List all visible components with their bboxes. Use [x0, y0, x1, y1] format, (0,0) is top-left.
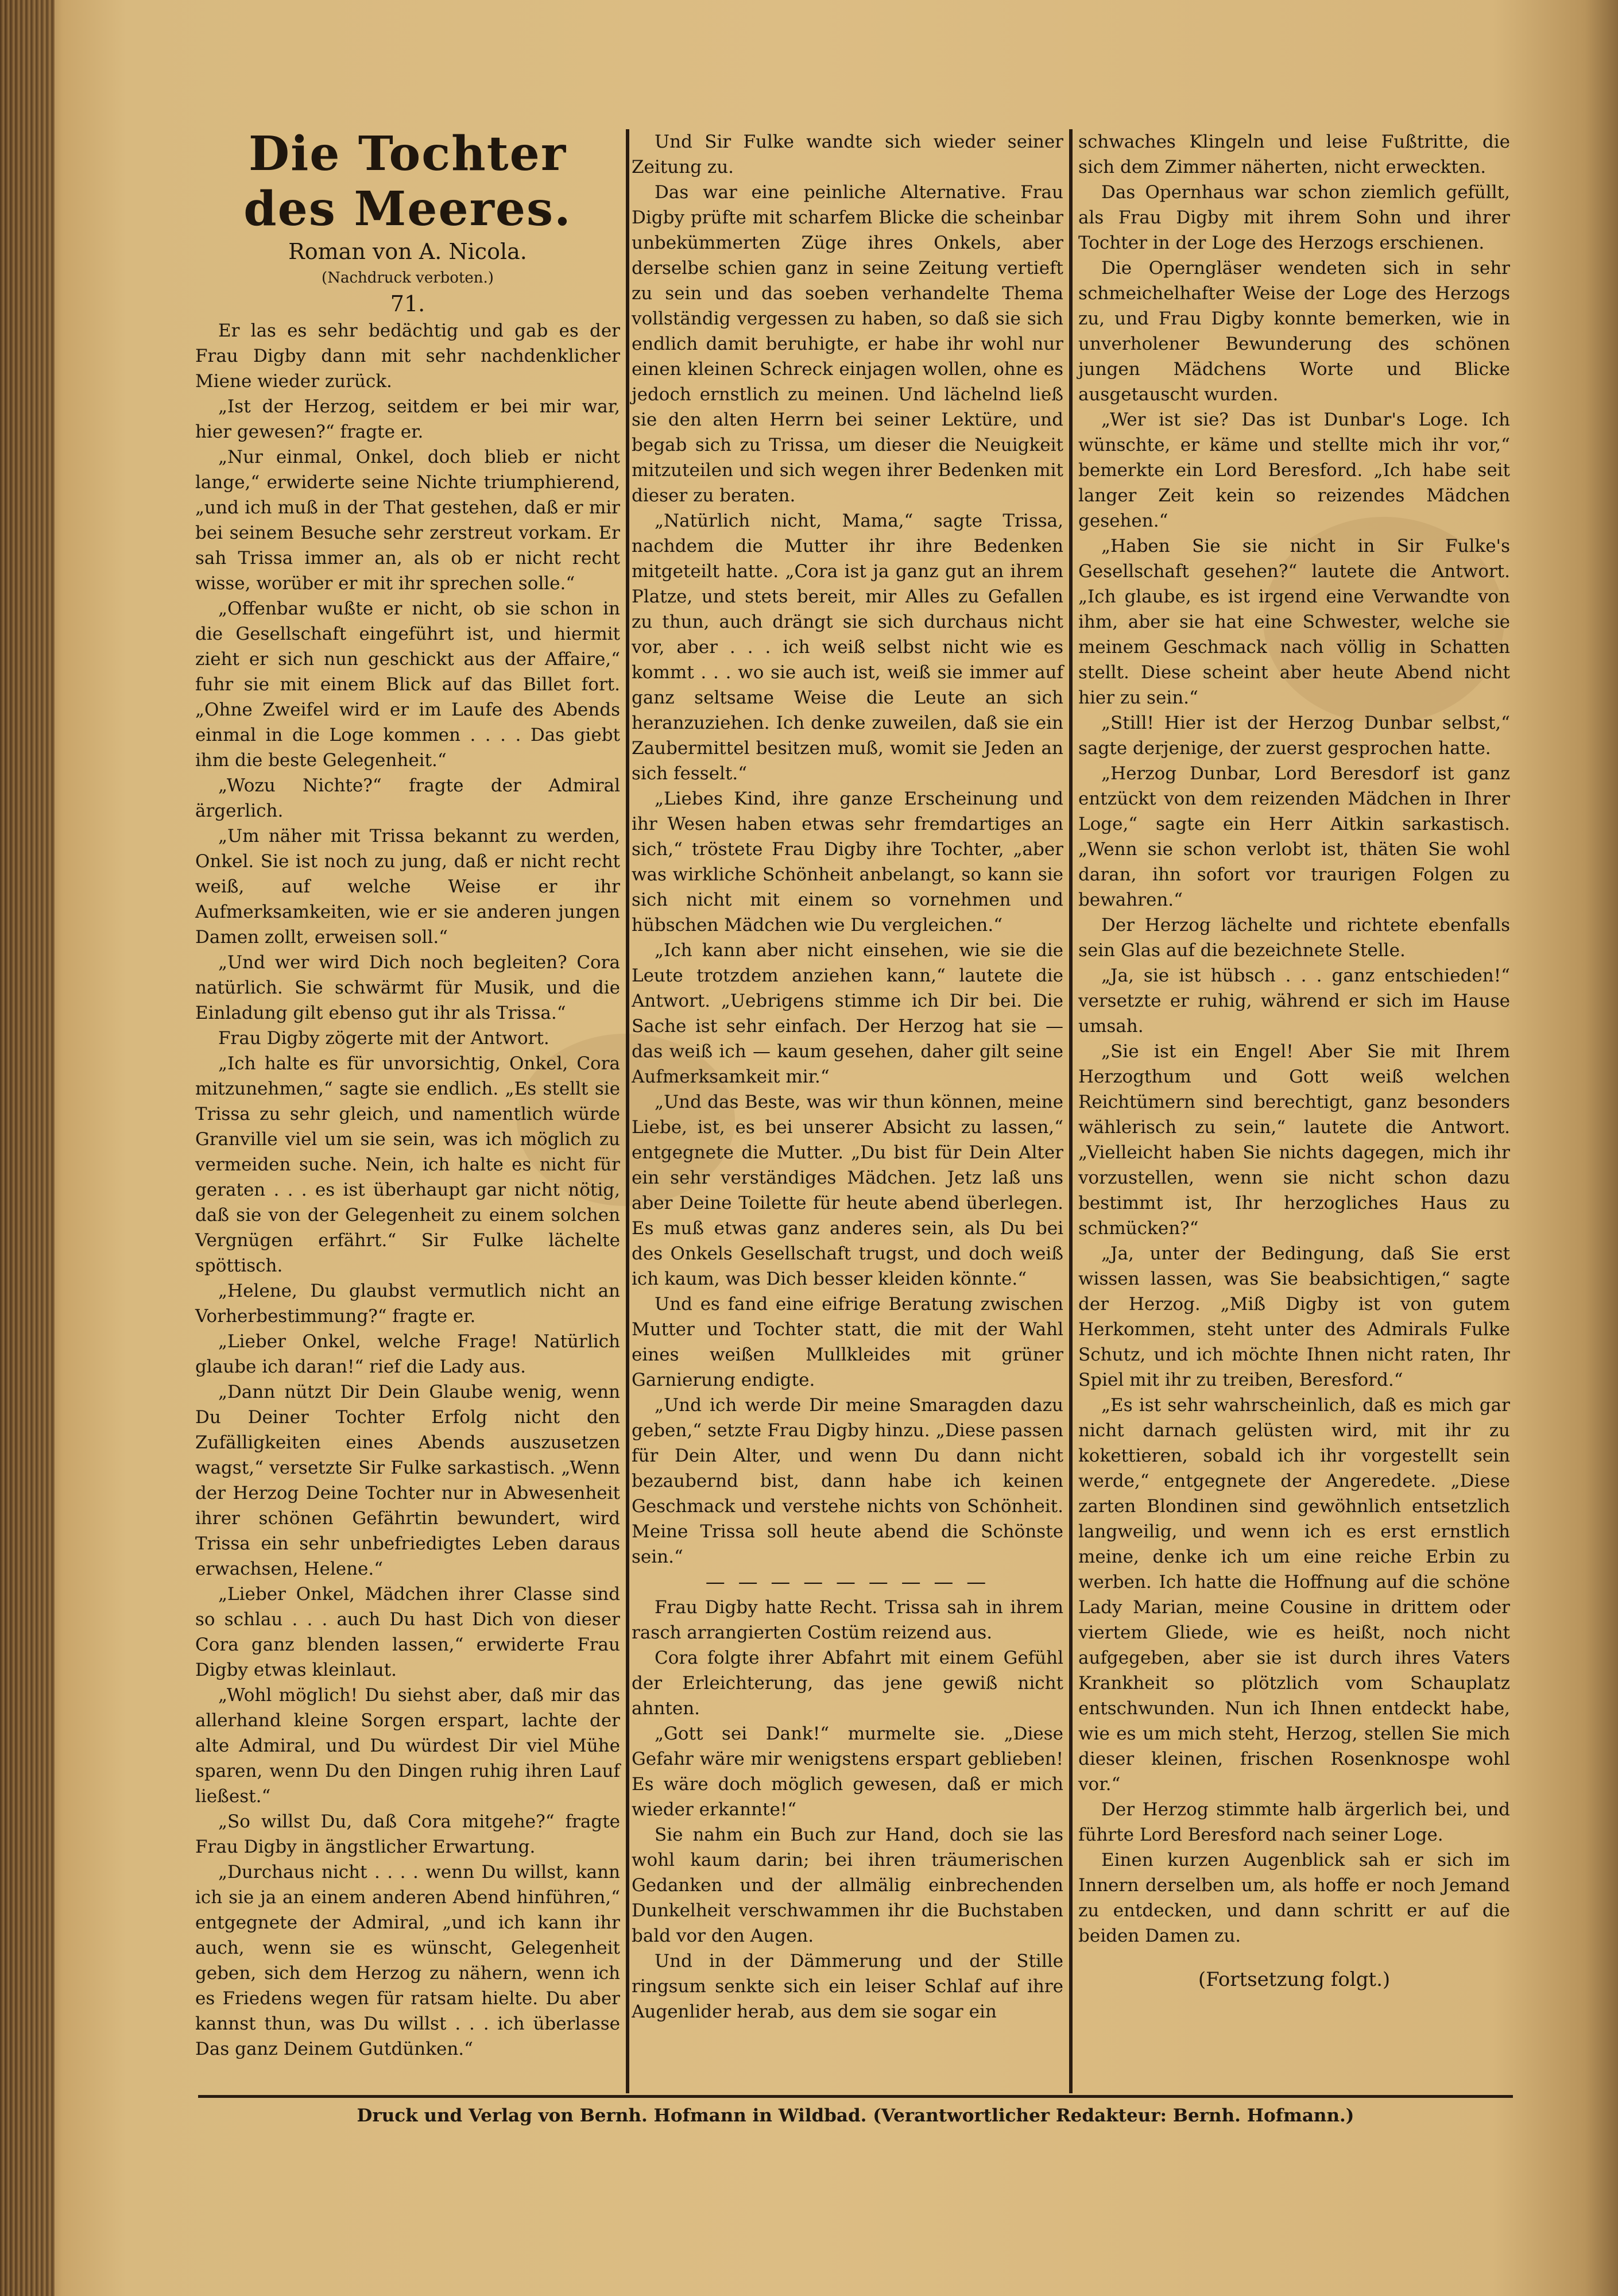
paragraph: Das Opernhaus war schon ziemlich gefüllt, als Frau Digby mit ihrem Sohn und ihrer Tochter in der Loge des Herzogs erschienen.	[1078, 182, 1510, 253]
paragraph: Und es fand eine eifrige Beratung zwischen Mutter und Tochter statt, die mit der Wahl eines weißen Mullkleides mit grüner Garnierung endigte.	[632, 1294, 1063, 1390]
paragraph: „So willst Du, daß Cora mitgehe?“ fragte Frau Digby in ängstlicher Erwartung.	[195, 1811, 620, 1857]
paragraph: Sie nahm ein Buch zur Hand, doch sie las wohl kaum darin; bei ihren träumerischen Gedanken und der allmälig einbrechenden Dunkelheit verschwammen ihr die Buchstaben bald vor den Augen.	[632, 1825, 1063, 1946]
publisher-imprint: Druck und Verlag von Bernh. Hofmann in Wildbad. (Verantwortlicher Redakteur: Bernh. Hofmann.)	[357, 2105, 1354, 2126]
paragraph: „Wozu Nichte?“ fragte der Admiral ärgerlich.	[195, 775, 620, 821]
continued-notice: (Fortsetzung folgt.)	[1198, 1968, 1391, 1991]
paragraph: „Wer ist sie? Das ist Dunbar's Loge. Ich wünschte, er käme und stellte mich ihr vor,“ bemerkte ein Lord Beresford. „Ich habe seit langer Zeit kein so reizendes Mädchen gesehen.“	[1078, 409, 1510, 531]
paragraph: Und in der Dämmerung und der Stille ringsum senkte sich ein leiser Schlaf auf ihre Augenlider herab, aus dem sie sogar ein	[632, 1951, 1063, 2022]
paragraph: „Gott sei Dank!“ murmelte sie. „Diese Gefahr wäre mir wenigstens erspart geblieben! Es wäre doch möglich gewesen, daß er mich wieder erkannte!“	[632, 1723, 1063, 1820]
paragraph: schwaches Klingeln und leise Fußtritte, die sich dem Zimmer näherten, nicht erweckten.	[1078, 132, 1510, 177]
column-1	[195, 126, 620, 2062]
paragraph: „Ja, sie ist hübsch . . . ganz entschieden!“ versetzte er ruhig, während er sich im Hause umsah.	[1078, 965, 1510, 1037]
column-3	[1078, 129, 1510, 1993]
paragraph: „Und das Beste, was wir thun können, meine Liebe, ist, es bei unserer Absicht zu lassen,“ entgegnete die Mutter. „Du bist für Dein Alter ein sehr verständiges Mädchen. Jetz laß uns aber Deine Toilette für heute abend überlegen. Es muß etwas ganz anderes sein, als Du bei des Onkels Gesellschaft trugst, und doch weiß ich kaum, was Dich besser kleiden könnte.“	[632, 1092, 1063, 1289]
article-title: Die Tochter des Meeres.	[243, 126, 572, 237]
paragraph: Der Herzog lächelte und richtete ebenfalls sein Glas auf die bezeichnete Stelle.	[1078, 915, 1510, 961]
book-binding-edge	[0, 0, 55, 2296]
paragraph: „Ich kann aber nicht einsehen, wie sie die Leute trotzdem anziehen kann,“ lautete die Antwort. „Uebrigens stimme ich Dir bei. Die Sache ist sehr einfach. Der Herzog hat sie — das weiß ich — kaum gesehen, daher gilt seine Aufmerksamkeit mir.“	[632, 940, 1063, 1087]
article-byline: Roman von A. Nicola.	[288, 239, 527, 264]
paragraph: „Es ist sehr wahrscheinlich, daß es mich gar nicht darnach gelüsten wird, mit ihr zu kokettieren, sobald ich ihr vorgestellt sein werde,“ entgegnete der Angeredete. „Diese zarten Blondinen sind gewöhnlich entsetzlich langweilig, und wenn ich es erst ernstlich meine, denke ich um eine reiche Erbin zu werben. Ich hatte die Hoffnung auf die schöne Lady Marian, meine Cousine in drittem oder viertem Gliede, wie es heißt, noch nicht aufgegeben, aber sie ist durch ihres Vaters Krankheit so plötzlich vom Schauplatz entschwunden. Nun ich Ihnen entdeckt habe, wie es um mich steht, Herzog, stellen Sie mich dieser kleinen, frischen Rosenknospe wohl vor.“	[1078, 1395, 1510, 1795]
column-rule	[1069, 129, 1073, 2093]
column-rule	[626, 129, 629, 2093]
footer-rule	[198, 2095, 1513, 2098]
paragraph: „Ich halte es für unvorsichtig, Onkel, Cora mitzunehmen,“ sagte sie endlich. „Es stellt sie Trissa zu sehr gleich, und namentlich würde Granville viel um sie sein, was ich möglich zu vermeiden suche. Nein, ich halte es nicht für geraten . . . es ist überhaupt gar nicht nötig, daß sie von der Gelegenheit zu einem solchen Vergnügen erfährt.“ Sir Fulke lächelte spöttisch.	[195, 1053, 620, 1276]
paragraph: „Ist der Herzog, seitdem er bei mir war, hier gewesen?“ fragte er.	[195, 396, 620, 442]
column-2	[632, 129, 1063, 2024]
column-2-body-after-break	[632, 1595, 1063, 2024]
paragraph: „Natürlich nicht, Mama,“ sagte Trissa, nachdem die Mutter ihr ihre Bedenken mitgeteilt hatte. „Cora ist ja ganz gut an ihrem Platze, und stets bereit, mir Alles zu Gefallen zu thun, auch drängt sie sich durchaus nicht vor, aber . . . ich weiß selbst nicht wie es kommt . . . wo sie auch ist, weiß sie immer auf ganz seltsame Weise die Leute an sich heranzuziehen. Ich denke zuweilen, daß sie ein Zaubermittel besitzen muß, womit sie Jeden an sich fesselt.“	[632, 511, 1063, 784]
section-separator: — — — — — — — — —	[705, 1571, 990, 1594]
paragraph: Und Sir Fulke wandte sich wieder seiner Zeitung zu.	[632, 132, 1063, 177]
paragraph: Frau Digby hatte Recht. Trissa sah in ihrem rasch arrangierten Costüm reizend aus.	[632, 1597, 1063, 1643]
paragraph: Frau Digby zögerte mit der Antwort.	[218, 1028, 549, 1049]
paragraph: „Ja, unter der Bedingung, daß Sie erst wissen lassen, was Sie beabsichtigen,“ sagte der Herzog. „Miß Digby ist von gutem Herkommen, steht unter des Admirals Fulke Schutz, und ich möchte Ihnen nicht raten, Ihr Spiel mit ihr zu treiben, Beresford.“	[1078, 1243, 1510, 1390]
paragraph: „Haben Sie sie nicht in Sir Fulke's Gesellschaft gesehen?“ lautete die Antwort. „Ich glaube, es ist irgend eine Verwandte von ihm, aber sie hat eine Schwester, welche sie meinem Geschmack nach völlig in Schatten stellt. Diese scheint aber heute Abend nicht hier zu sein.“	[1078, 536, 1510, 708]
paragraph: „Um näher mit Trissa bekannt zu werden, Onkel. Sie ist noch zu jung, daß er nicht recht weiß, auf welche Weise er ihr Aufmerksamkeiten, wie er sie anderen jungen Damen zollt, erweisen soll.“	[195, 826, 620, 948]
paragraph: „Lieber Onkel, welche Frage! Natürlich glaube ich daran!“ rief die Lady aus.	[195, 1331, 620, 1377]
column-2-body	[632, 129, 1063, 1570]
paragraph: Einen kurzen Augenblick sah er sich im Innern derselben um, als hoffe er noch Jemand zu entdecken, und dann schritt er auf die beiden Damen zu.	[1078, 1850, 1510, 1946]
reprint-notice: (Nachdruck verboten.)	[322, 269, 494, 287]
paragraph: Er las es sehr bedächtig und gab es der Frau Digby dann mit sehr nachdenklicher Miene wieder zurück.	[195, 320, 620, 392]
paragraph: „Herzog Dunbar, Lord Beresdorf ist ganz entzückt von dem reizenden Mädchen in Ihrer Loge,“ sagte ein Herr Aitkin sarkastisch. „Wenn sie schon verlobt ist, thäten Sie wohl daran, ihn sofort vor traurigen Folgen zu bewahren.“	[1078, 763, 1510, 910]
paragraph: „Sie ist ein Engel! Aber Sie mit Ihrem Herzogthum und Gott weiß welchen Reichtümern sind berechtigt, ganz besonders wählerisch zu sein,“ lautete die Antwort. „Vielleicht haben Sie nichts dagegen, mich ihr vorzustellen, wenn sie nicht schon dazu bestimmt ist, Ihr herzogliches Haus zu schmücken?“	[1078, 1041, 1510, 1239]
paragraph: „Liebes Kind, ihre ganze Erscheinung und ihr Wesen haben etwas sehr fremdartiges an sich,“ tröstete Frau Digby ihre Tochter, „aber was wirkliche Schönheit anbelangt, so kann sie sich nicht mit einem so vornehmen und hübschen Mädchen wie Du vergleichen.“	[632, 788, 1063, 936]
paragraph: Cora folgte ihrer Abfahrt mit einem Gefühl der Erleichterung, das jene gewiß nicht ahnten.	[632, 1648, 1063, 1719]
paragraph: „Offenbar wußte er nicht, ob sie schon in die Gesellschaft eingeführt ist, und hiermit zieht er sich nun geschickt aus der Affaire,“ fuhr sie mit einem Blick auf das Billet fort. „Ohne Zweifel wird er im Laufe des Abends einmal in die Loge kommen . . . . Das giebt ihm die beste Gelegenheit.“	[195, 598, 620, 771]
instalment-number: 71.	[390, 291, 425, 316]
paragraph: Die Operngläser wendeten sich in sehr schmeichelhafter Weise der Loge des Herzogs zu, und Frau Digby konnte bemerken, wie in unverholener Bewunderung des schönen jungen Mädchens Worte und Blicke ausgetauscht wurden.	[1078, 258, 1510, 405]
paragraph: „Und wer wird Dich noch begleiten? Cora natürlich. Sie schwärmt für Musik, und die Einladung gilt ebenso gut ihr als Trissa.“	[195, 952, 620, 1023]
paragraph: Das war eine peinliche Alternative. Frau Digby prüfte mit scharfem Blicke die scheinbar unbekümmerten Züge ihres Onkels, aber derselbe schien ganz in seine Zeitung vertieft zu sein und das soeben verhandelte Thema vollständig vergessen zu haben, so daß sie sich endlich damit beruhigte, er habe ihr wohl nur einen kleinen Schreck einjagen wollen, ohne es jedoch ernstlich zu meinen. Und lächelnd ließ sie den alten Herrn bei seiner Lektüre, und begab sich zu Trissa, um dieser die Neuigkeit mitzuteilen und sich wegen ihrer Bedenken mit dieser zu beraten.	[632, 182, 1063, 506]
paragraph: „Und ich werde Dir meine Smaragden dazu geben,“ setzte Frau Digby hinzu. „Diese passen für Dein Alter, und wenn Du dann nicht bezaubernd bist, dann habe ich keinen Geschmack und verstehe nichts von Schönheit. Meine Trissa soll heute abend die Schönste sein.“	[632, 1395, 1063, 1567]
paragraph: „Wohl möglich! Du siehst aber, daß mir das allerhand kleine Sorgen erspart, lachte der alte Admiral, und Du würdest Dir viel Mühe sparen, wenn Du den Dingen ruhig ihren Lauf ließest.“	[195, 1685, 620, 1807]
paragraph: „Nur einmal, Onkel, doch blieb er nicht lange,“ erwiderte seine Nichte triumphierend, „und ich muß in der That gestehen, daß er mir bei seinem Besuche sehr zerstreut vorkam. Er sah Trissa immer an, als ob er nicht recht wisse, worüber er mit ihr sprechen solle.“	[195, 447, 620, 594]
paragraph: Der Herzog stimmte halb ärgerlich bei, und führte Lord Beresford nach seiner Loge.	[1078, 1799, 1510, 1845]
column-3-body	[1078, 129, 1510, 1949]
column-1-body	[195, 318, 620, 2062]
paragraph: „Still! Hier ist der Herzog Dunbar selbst,“ sagte derjenige, der zuerst gesprochen hatte.	[1078, 713, 1510, 759]
paragraph: „Durchaus nicht . . . . wenn Du willst, kann ich sie ja an einem anderen Abend hinführen,“ entgegnete der Admiral, „und ich kann ihr auch, wenn sie es wünscht, Gelegenheit geben, sich dem Herzog zu nähern, wenn ich es Friedens wegen für ratsam hielte. Du aber kannst thun, was Du willst . . . ich überlasse Das ganz Deinem Gutdünken.“	[195, 1862, 620, 2059]
paragraph: „Helene, Du glaubst vermutlich nicht an Vorherbestimmung?“ fragte er.	[195, 1281, 620, 1327]
paragraph: „Lieber Onkel, Mädchen ihrer Classe sind so schlau . . . auch Du hast Dich von dieser Cora ganz blenden lassen,“ erwiderte Frau Digby etwas kleinlaut.	[195, 1584, 620, 1680]
paragraph: „Dann nützt Dir Dein Glaube wenig, wenn Du Deiner Tochter Erfolg nicht den Zufälligkeiten eines Abends auszusetzen wagst,“ versetzte Sir Fulke sarkastisch. „Wenn der Herzog Deine Tochter nur in Abwesenheit ihrer schönen Gefährtin bewundert, wird Trissa ein sehr unbefriedigtes Leben daraus erwachsen, Helene.“	[195, 1382, 620, 1579]
